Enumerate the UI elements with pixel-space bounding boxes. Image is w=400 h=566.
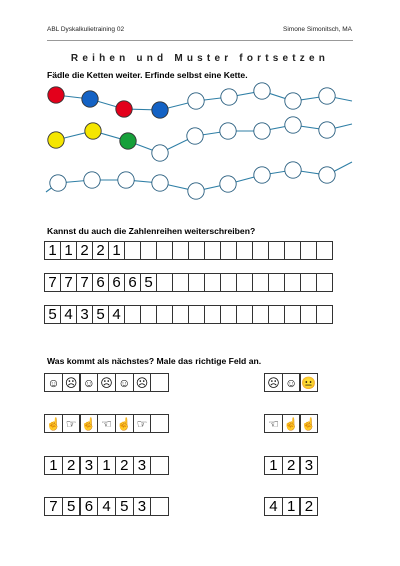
number-cell[interactable] xyxy=(252,273,269,292)
number-cell[interactable]: 2 xyxy=(92,241,109,260)
number-cell[interactable] xyxy=(204,241,221,260)
choice-cell[interactable]: ☝ xyxy=(282,414,301,433)
number-cell[interactable]: 6 xyxy=(124,273,141,292)
bead-yellow xyxy=(48,132,64,148)
number-cell[interactable] xyxy=(236,273,253,292)
number-cell[interactable]: 7 xyxy=(76,273,93,292)
bead-yellow xyxy=(85,123,101,139)
number-cell[interactable]: 1 xyxy=(108,241,125,260)
number-cell[interactable] xyxy=(236,241,253,260)
bead-empty xyxy=(187,128,203,144)
bead-empty xyxy=(285,162,301,178)
bead-empty xyxy=(254,167,270,183)
number-cell[interactable] xyxy=(252,241,269,260)
number-cell[interactable] xyxy=(252,305,269,324)
header-right: Simone Simonitsch, MA xyxy=(283,26,352,33)
number-cell[interactable]: 5 xyxy=(44,305,61,324)
pattern-row-3-sequence xyxy=(45,456,169,475)
number-cell[interactable] xyxy=(156,273,173,292)
pattern-cell: 5 xyxy=(62,497,81,516)
bead-red xyxy=(48,87,64,103)
number-cell[interactable]: 5 xyxy=(92,305,109,324)
number-cell[interactable] xyxy=(140,305,157,324)
number-cell[interactable] xyxy=(300,273,317,292)
choice-cell[interactable]: 😐 xyxy=(300,373,319,392)
number-cell[interactable] xyxy=(300,305,317,324)
pattern-cell: ☹ xyxy=(97,373,116,392)
choice-cell[interactable]: 2 xyxy=(300,497,319,516)
number-cell[interactable]: 3 xyxy=(76,305,93,324)
bead-empty xyxy=(152,175,168,191)
bead-empty xyxy=(152,145,168,161)
bead-empty xyxy=(285,117,301,133)
number-cell[interactable] xyxy=(268,241,285,260)
pattern-cell: ☞ xyxy=(62,414,81,433)
pattern-row-1-sequence xyxy=(45,373,169,392)
number-cell[interactable] xyxy=(220,241,237,260)
bead-blue xyxy=(82,91,98,107)
bead-empty xyxy=(221,89,237,105)
number-cell[interactable]: 6 xyxy=(92,273,109,292)
header-left: ABL Dyskalkulietraining 02 xyxy=(47,26,125,33)
pattern-cell: 4 xyxy=(97,497,116,516)
chain-2 xyxy=(48,117,352,161)
bead-empty xyxy=(50,175,66,191)
pattern-cell[interactable] xyxy=(150,456,169,475)
section3-instruction: Was kommt als nächstes? Male das richtige Feld an. xyxy=(47,356,262,366)
number-cell[interactable] xyxy=(124,241,141,260)
number-cell[interactable] xyxy=(204,305,221,324)
number-cell[interactable] xyxy=(316,273,333,292)
pattern-cell: ☹ xyxy=(62,373,81,392)
pattern-cell: ☺ xyxy=(80,373,99,392)
number-cell[interactable]: 4 xyxy=(108,305,125,324)
number-cell[interactable]: 1 xyxy=(44,241,61,260)
number-cell[interactable]: 7 xyxy=(44,273,61,292)
bead-empty xyxy=(319,88,335,104)
pattern-row-3-choices xyxy=(265,456,318,475)
pattern-cell: 6 xyxy=(80,497,99,516)
section1-instruction: Fädle die Ketten weiter. Erfinde selbst eine Kette. xyxy=(47,70,248,80)
bead-empty xyxy=(285,93,301,109)
pattern-row-4-sequence xyxy=(45,497,169,516)
bead-chains xyxy=(0,0,400,220)
pattern-cell: ☺ xyxy=(44,373,63,392)
bead-empty xyxy=(254,123,270,139)
pattern-row-4-choices xyxy=(265,497,318,516)
pattern-cell: 3 xyxy=(133,456,152,475)
page-title: Reihen und Muster fortsetzen xyxy=(70,53,330,64)
pattern-cell: ☝ xyxy=(115,414,134,433)
bead-empty xyxy=(319,122,335,138)
number-cell[interactable] xyxy=(220,273,237,292)
pattern-cell: ☺ xyxy=(115,373,134,392)
pattern-cell[interactable] xyxy=(150,414,169,433)
pattern-cell: ☞ xyxy=(133,414,152,433)
section2-instruction: Kannst du auch die Zahlenreihen weiterschreiben? xyxy=(47,226,256,236)
number-cell[interactable]: 6 xyxy=(108,273,125,292)
number-cell[interactable] xyxy=(268,273,285,292)
pattern-cell[interactable] xyxy=(150,373,169,392)
number-cell[interactable] xyxy=(188,241,205,260)
number-cell[interactable] xyxy=(236,305,253,324)
number-cell[interactable] xyxy=(172,305,189,324)
choice-cell[interactable]: 1 xyxy=(282,497,301,516)
number-cell[interactable] xyxy=(284,305,301,324)
number-row-3 xyxy=(45,305,333,324)
number-row-1 xyxy=(45,241,333,260)
bead-empty xyxy=(188,93,204,109)
number-cell[interactable] xyxy=(268,305,285,324)
number-cell[interactable] xyxy=(140,241,157,260)
choice-cell[interactable]: ☜ xyxy=(264,414,283,433)
pattern-cell: 1 xyxy=(97,456,116,475)
bead-green xyxy=(120,133,136,149)
choice-cell[interactable]: 3 xyxy=(300,456,319,475)
number-cell[interactable] xyxy=(204,273,221,292)
pattern-cell: 3 xyxy=(80,456,99,475)
bead-empty xyxy=(220,123,236,139)
pattern-cell: 5 xyxy=(115,497,134,516)
pattern-cell: 2 xyxy=(115,456,134,475)
number-cell[interactable] xyxy=(300,241,317,260)
pattern-cell: ☝ xyxy=(44,414,63,433)
bead-red xyxy=(116,101,132,117)
number-cell[interactable]: 5 xyxy=(140,273,157,292)
bead-empty xyxy=(84,172,100,188)
number-cell[interactable] xyxy=(316,305,333,324)
number-cell[interactable] xyxy=(156,241,173,260)
number-cell[interactable] xyxy=(188,273,205,292)
number-cell[interactable]: 1 xyxy=(60,241,77,260)
choice-cell[interactable]: 4 xyxy=(264,497,283,516)
pattern-row-1-choices xyxy=(265,373,318,392)
pattern-cell: 1 xyxy=(44,456,63,475)
pattern-row-2-sequence xyxy=(45,414,169,433)
number-cell[interactable]: 2 xyxy=(76,241,93,260)
pattern-cell: 3 xyxy=(133,497,152,516)
choice-cell[interactable]: ☺ xyxy=(282,373,301,392)
chain-3 xyxy=(46,162,352,199)
bead-empty xyxy=(319,167,335,183)
pattern-cell: ☹ xyxy=(133,373,152,392)
bead-empty xyxy=(220,176,236,192)
bead-empty xyxy=(188,183,204,199)
bead-empty xyxy=(118,172,134,188)
number-cell[interactable] xyxy=(284,273,301,292)
choice-cell[interactable]: 2 xyxy=(282,456,301,475)
number-cell[interactable] xyxy=(284,241,301,260)
pattern-cell[interactable] xyxy=(150,497,169,516)
chain-1 xyxy=(48,83,352,118)
choice-cell[interactable]: 1 xyxy=(264,456,283,475)
number-cell[interactable]: 7 xyxy=(60,273,77,292)
number-cell[interactable] xyxy=(172,273,189,292)
number-cell[interactable] xyxy=(124,305,141,324)
choice-cell[interactable]: ☹ xyxy=(264,373,283,392)
number-cell[interactable] xyxy=(316,241,333,260)
number-cell[interactable] xyxy=(172,241,189,260)
number-cell[interactable] xyxy=(156,305,173,324)
bead-blue xyxy=(152,102,168,118)
bead-empty xyxy=(254,83,270,99)
pattern-cell: ☜ xyxy=(97,414,116,433)
pattern-cell: 2 xyxy=(62,456,81,475)
pattern-cell: ☝ xyxy=(80,414,99,433)
number-cell[interactable] xyxy=(220,305,237,324)
number-cell[interactable] xyxy=(188,305,205,324)
number-cell[interactable]: 4 xyxy=(60,305,77,324)
choice-cell[interactable]: ☝ xyxy=(300,414,319,433)
number-row-2 xyxy=(45,273,333,292)
pattern-cell: 7 xyxy=(44,497,63,516)
pattern-row-2-choices xyxy=(265,414,318,433)
